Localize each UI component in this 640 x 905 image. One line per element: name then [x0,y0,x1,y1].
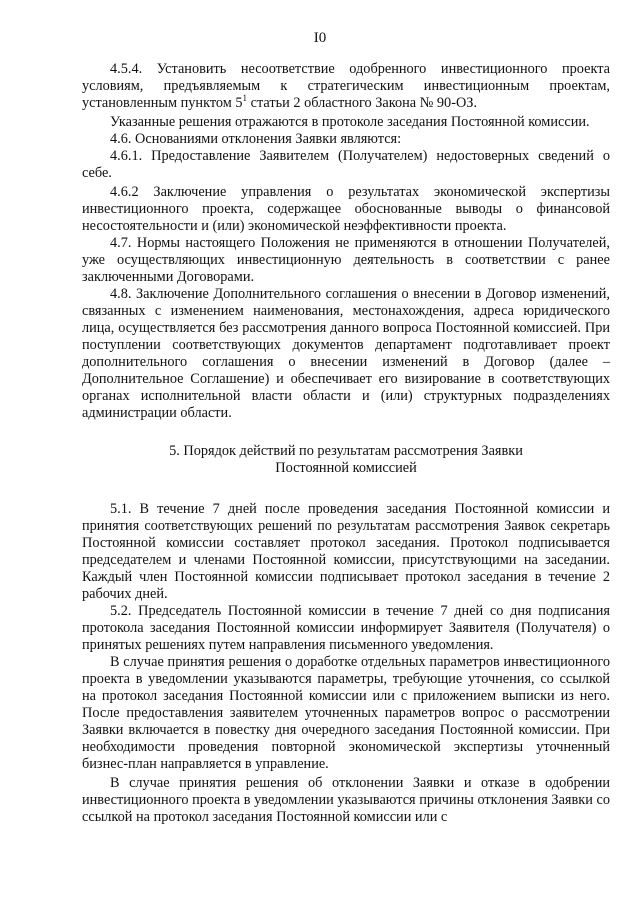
section-heading-line-2: Постоянной комиссией [275,460,417,476]
page-number: I0 [313,30,327,46]
paragraph-4-6: 4.6. Основаниями отклонения Заявки являются: [110,131,402,147]
superscript: 1 [242,93,248,104]
page-body [82,61,610,826]
section-heading [82,443,610,477]
paragraph-4-7: 4.7. Нормы настоящего Положения не применяются в отношении Получателей, уже осуществляющих инвестиционную деятельность в соответствии с ранее заключенными Договорами. [82,235,610,285]
paragraph-5-2: 5.2. Председатель Постоянной комиссии в течение 7 дней со дня подписания протокола заседания Постоянной комиссии информирует Заявителя (Получателя) о принятых решениях путем направления письменного уведомления. [82,603,610,653]
paragraph-decisions-recorded: Указанные решения отражаются в протоколе заседания Постоянной комиссии. [110,114,590,130]
paragraph-4-8: 4.8. Заключение Дополнительного соглашения о внесении в Договор изменений, связанных с изменением наименования, местонахождения, адреса юридического лица, осуществляется без рассмотрения данного вопроса Постоянной комиссией. При поступлении соответствующих документов департамент подготавливает проект дополнительного соглашения о внесении изменений в Договор (далее – Дополнительное Соглашение) и обеспечивает его визирование в соответствующих органах исполнительной власти области и (или) структурных подразделениях администрации области. [82,286,610,421]
paragraph-revision-case: В случае принятия решения о доработке отдельных параметров инвестиционного проекта в уведомлении указываются параметры, требующие уточнения, со ссылкой на протокол заседания Постоянной комиссии или с приложением выписки из него. После предоставления заявителем уточненных параметров вопрос о рассмотрении Заявки включается в повестку дня очередного заседания Постоянной комиссии. При необходимости проведения повторной экономической экспертизы уточненный бизнес-план направляется в управление. [82,654,610,772]
paragraph-rejection-case: В случае принятия решения об отклонении Заявки и отказе в одобрении инвестиционного проекта в уведомлении указываются причины отклонения Заявки со ссылкой на протокол заседания Постоянной комиссии или с [82,775,610,825]
paragraph-4-5-4: 4.5.4. Установить несоответствие одобренного инвестиционного проекта условиям, предъявляемым к стратегическим инвестиционным проектам, установленным пунктом $5^1$ статьи 2 областного Закона № 90-ОЗ. [82,61,610,111]
section-heading-line-1: 5. Порядок действий по результатам рассмотрения Заявки [169,443,523,459]
paragraph-5-1: 5.1. В течение 7 дней после проведения заседания Постоянной комиссии и принятия соответствующих решений по результатам рассмотрения Заявок секретарь Постоянной комиссии составляет протокол заседания. Протокол подписывается председателем и членами Постоянной комиссии, присутствующими на заседании. Каждый член Постоянной комиссии подписывает протокол заседания в течение 2 рабочих дней. [82,501,610,602]
paragraph-4-6-1: 4.6.1. Предоставление Заявителем (Получателем) недостоверных сведений о себе. [82,148,610,181]
paragraph-4-6-2: 4.6.2 Заключение управления о результатах экономической экспертизы инвестиционного проекта, содержащее обоснованные выводы о финансовой несостоятельности и (или) экономической неэффективности проекта. [82,184,610,234]
